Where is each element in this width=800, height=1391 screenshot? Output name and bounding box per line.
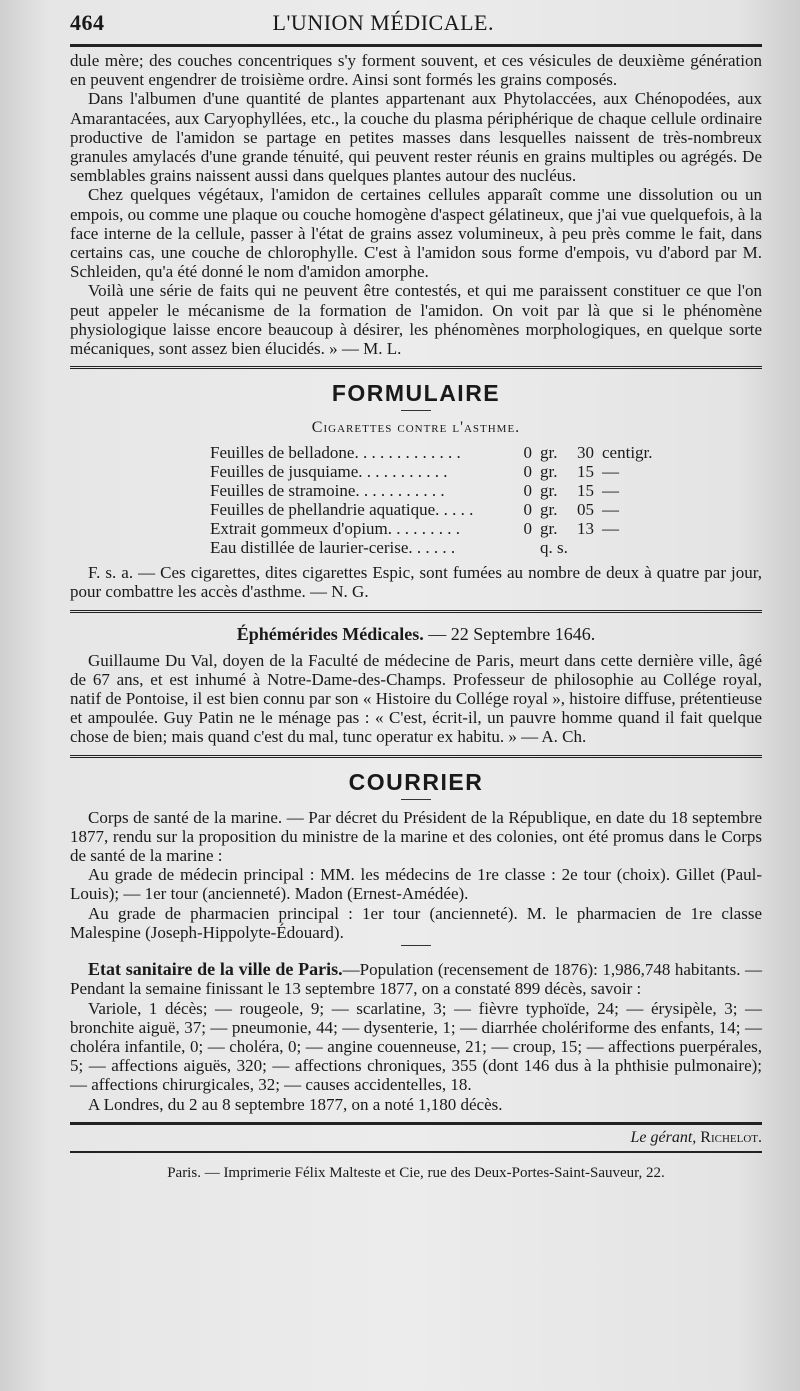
ingredient-name: Feuilles de belladone. . . . . . . . . . . . . xyxy=(210,443,461,463)
ornament-divider xyxy=(401,799,431,804)
signature-label: Le gérant, xyxy=(630,1128,697,1146)
quantity-whole: 0 xyxy=(523,500,532,520)
quantity-fraction: 15 xyxy=(577,481,594,501)
section-divider xyxy=(70,366,762,372)
recipe-row xyxy=(210,462,672,481)
etat-paragraph-2: Variole, 1 décès; — rougeole, 9; — scarlatine, 3; — fièvre typhoïde, 24; — érysipèle, 3; — bronchite aiguë, 37; — pneumonie, 44; — dysenterie, 1; — diarrhée cholériforme des enfants, 14; — choléra infantile, 0; — choléra, 0; — angine couenneuse, 21; — croup, 15; — affections puerpérales, 5; — affections aiguës, 320; — affections chroniques, 355 (dont 146 dus à la phthisie pulmonaire); — affections chirurgicales, 32; — causes accidentelles, 18. xyxy=(70,998,762,1095)
courrier-paragraph-3: Au grade de pharmacien principal : 1er tour (ancienneté). M. le pharmacien de 1re classe Malespine (Joseph-Hippolyte-Édouard). xyxy=(70,903,762,942)
courrier-title: COURRIER xyxy=(348,768,484,795)
bottom-rule xyxy=(70,1122,762,1125)
recipe-title: Cigarettes contre l'asthme. xyxy=(311,419,521,437)
recipe-row xyxy=(210,538,672,557)
ephemerides-text: Guillaume Du Val, doyen de la Faculté de médecine de Paris, meurt dans cette dernière ville, âgé de 67 ans, et est inhumé à Notre-Dame-des-Champs. Professeur de philosophie au Collége royal, natif de Pontoise, il est bien connu par son « Histoire du Collége royal », histoire diffuse, prétentieuse et ampoulée. Guy Patin ne le ménage pas : « C'est, écrit-il, un pauvre homme quand il fait quelque chose de bien; mais quand c'est du mal, tunc operatur ex habitu. » — A. Ch. xyxy=(70,650,762,747)
quantity-whole: 0 xyxy=(523,443,532,463)
intro-paragraph-4: Voilà une série de faits qui ne peuvent être contestés, et qui me paraissent constituer ce que l'on peut appeler le mécanisme de la formation de l'amidon. On voit par là que si le phénomène physiologique laisse encore beaucoup à désirer, les phénomènes morphologiques, en quelque sorte mécaniques, sont assez bien élucidés. » — M. L. xyxy=(70,281,762,359)
intro-paragraph-1: dule mère; des couches concentriques s'y forment souvent, et ces vésicules de deuxième génération en peuvent engendrer de troisième ordre. Ainsi sont formés les grains composés. xyxy=(70,51,762,90)
quantity-fraction: 15 xyxy=(577,462,594,482)
ornament-divider xyxy=(401,410,431,415)
recipe-row xyxy=(210,519,672,538)
ephemerides-date: — 22 Septembre 1646. xyxy=(428,623,596,644)
quantity-fraction: 13 xyxy=(577,519,594,539)
signature-name: Richelot. xyxy=(700,1128,762,1146)
quantity-subunit: — xyxy=(602,481,619,501)
journal-title: L'UNION MÉDICALE. xyxy=(272,10,494,35)
courrier-paragraph-2: Au grade de médecin principal : MM. les médecins de 1re classe : 2e tour (choix). Gillet (Paul-Louis); — 1er tour (ancienneté). Madon (Ernest-Amédée). xyxy=(70,865,762,904)
courrier-paragraph-1: Corps de santé de la marine. — Par décret du Président de la République, en date du 18 septembre 1877, rendu sur la proposition du ministre de la marine et des colonies, ont été promus dans le Corps de santé de la marine : xyxy=(70,807,762,866)
ingredient-name: Feuilles de stramoine. . . . . . . . . . . xyxy=(210,481,445,501)
footer-rule xyxy=(70,1151,762,1153)
quantity-subunit: — xyxy=(602,500,619,520)
formulaire-title: FORMULAIRE xyxy=(331,380,501,407)
recipe-row xyxy=(210,443,672,462)
ornament-divider xyxy=(401,945,431,950)
ephemerides-title: Éphémérides Médicales. xyxy=(236,623,424,644)
intro-paragraph-2: Dans l'albumen d'une quantité de plantes appartenant aux Phytolaccées, aux Chénopodées, aux Amarantacées, aux Caryophyllées, etc., la couche du plasma périphérique de chaque cellule ordinaire productive de l'amidon se partage en petites masses dans lesquelles naissent de très-nombreux granules amylacés d'une grande ténuité, qui peuvent rester réunis en grains multiples ou agrégés. De semblables grains naissent aussi dans quelques plantes autour des nucléus. xyxy=(70,89,762,186)
quantity-whole: 0 xyxy=(523,462,532,482)
recipe-row xyxy=(210,481,672,500)
signature xyxy=(70,1129,762,1147)
recipe-table xyxy=(210,443,672,557)
ephemerides-heading xyxy=(70,624,762,645)
etat-paragraph-3: A Londres, du 2 au 8 septembre 1877, on a noté 1,180 décès. xyxy=(88,1094,503,1114)
ingredient-name: Eau distillée de laurier-cerise. . . . . . xyxy=(210,538,456,558)
etat-population: —Population (recensement de 1876): 1,986,748 habitants. — Pendant la semaine finissant le 13 septembre 1877, on a constaté 899 décès, savoir : xyxy=(70,960,762,999)
ingredient-name: Extrait gommeux d'opium. . . . . . . . . xyxy=(210,519,461,539)
quantity-subunit: — xyxy=(602,462,619,482)
section-divider xyxy=(70,755,762,761)
quantity-subunit: — xyxy=(602,519,619,539)
ingredient-name: Feuilles de phellandrie aquatique. . . . . xyxy=(210,500,474,520)
quantity-unit: gr. xyxy=(540,462,558,482)
section-divider xyxy=(70,610,762,616)
header-rule xyxy=(70,44,762,47)
quantity-unit: gr. xyxy=(540,481,558,501)
quantity-fraction xyxy=(570,538,602,557)
page-number: 464 xyxy=(70,10,105,35)
quantity-unit: gr. xyxy=(540,519,558,539)
running-header xyxy=(70,10,762,40)
quantity-fraction: 05 xyxy=(577,500,594,520)
quantity-whole xyxy=(510,538,540,557)
quantity-unit: q. s. xyxy=(540,538,568,558)
quantity-whole: 0 xyxy=(523,519,532,539)
intro-paragraph-3: Chez quelques végétaux, l'amidon de certaines cellules apparaît comme une dissolution ou un empois, ou comme une plaque ou couche homogène d'aspect gélatineux, que j'ai vue quelquefois, à la face interne de la cellule, passer à l'état de grains assez volumineux, à peu près comme le fait, dans certains cas, une couche de chlorophylle. C'est à l'amidon sous forme d'empois, vu d'abord par M. Schleiden, qu'a été donné le nom d'amidon amorphe. xyxy=(70,185,762,282)
quantity-subunit xyxy=(602,538,672,557)
quantity-unit: gr. xyxy=(540,443,558,463)
recipe-row xyxy=(210,500,672,519)
etat-paragraph-1 xyxy=(70,960,762,998)
quantity-fraction: 30 xyxy=(577,443,594,463)
printer-imprint: Paris. — Imprimerie Félix Malteste et Cie, rue des Deux-Portes-Saint-Sauveur, 22. xyxy=(167,1164,665,1181)
recipe-note: F. s. a. — Ces cigarettes, dites cigarettes Espic, sont fumées au nombre de deux à quatre par jour, pour combattre les accès d'asthme. — N. G. xyxy=(70,563,762,602)
quantity-subunit: centigr. xyxy=(602,443,653,463)
quantity-whole: 0 xyxy=(523,481,532,501)
quantity-unit: gr. xyxy=(540,500,558,520)
ingredient-name: Feuilles de jusquiame. . . . . . . . . . . xyxy=(210,462,448,482)
etat-lead: Etat sanitaire de la ville de Paris. xyxy=(88,959,343,980)
